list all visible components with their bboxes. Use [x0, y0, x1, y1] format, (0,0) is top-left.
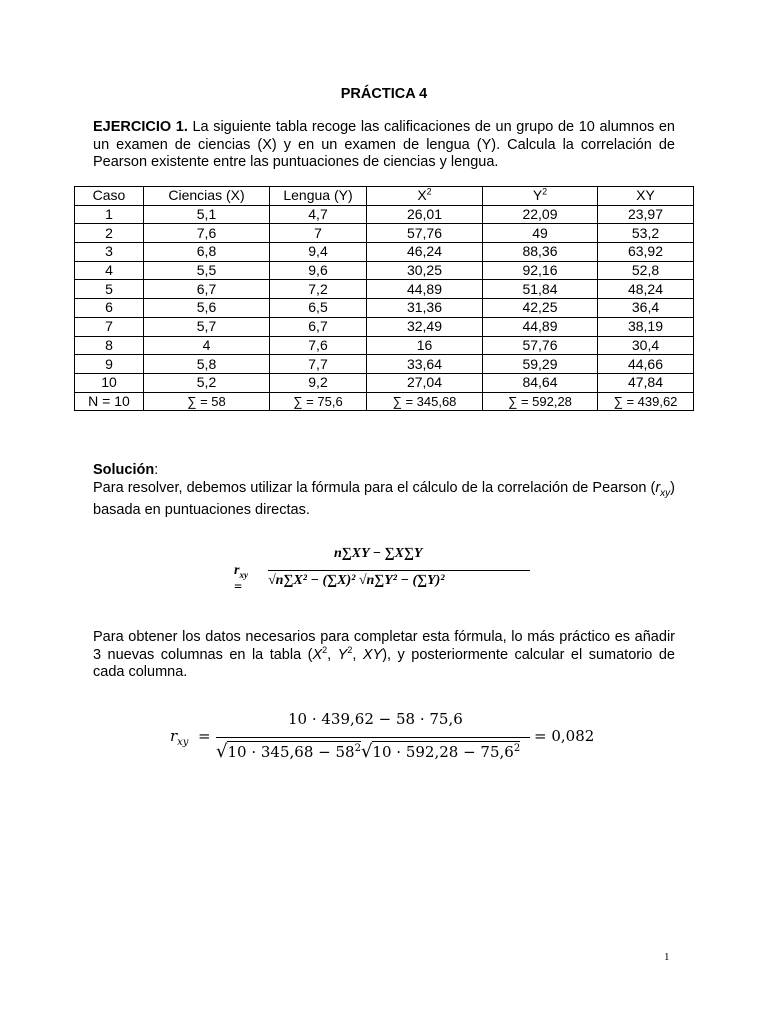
table-cell: 7,2 [270, 280, 367, 299]
col-header-ciencias: Ciencias (X) [144, 187, 270, 206]
table-cell: 5,2 [144, 373, 270, 392]
calc-numerator: 10 · 439,62 − 58 · 75,6 [288, 710, 463, 728]
table-cell: 38,19 [598, 317, 694, 336]
table-cell: 2 [75, 224, 144, 243]
page-title: PRÁCTICA 4 [340, 86, 428, 102]
table-row [75, 373, 694, 392]
table-cell: 30,25 [367, 261, 483, 280]
table-cell: 47,84 [598, 373, 694, 392]
table-cell: 9,2 [270, 373, 367, 392]
table-cell: 5,1 [144, 205, 270, 224]
table-cell: 88,36 [483, 243, 598, 262]
table-cell: 49 [483, 224, 598, 243]
total-cell: N = 10 [75, 392, 144, 411]
table-cell: 32,49 [367, 317, 483, 336]
table-cell: 44,89 [367, 280, 483, 299]
table-cell: 16 [367, 336, 483, 355]
table-cell: 31,36 [367, 299, 483, 318]
formula-denominator: √n∑X² − (∑X)² √n∑Y² − (∑Y)² [268, 573, 445, 588]
table-cell: 46,24 [367, 243, 483, 262]
table-cell: 10 [75, 373, 144, 392]
table-cell: 44,89 [483, 317, 598, 336]
table-cell: 7,6 [144, 224, 270, 243]
table-cell: 5,6 [144, 299, 270, 318]
total-cell: ∑ = 439,62 [598, 392, 694, 411]
table-cell: 7,7 [270, 355, 367, 374]
grades-table [74, 186, 694, 411]
table-row [75, 317, 694, 336]
total-cell: ∑ = 345,68 [367, 392, 483, 411]
table-cell: 36,4 [598, 299, 694, 318]
table-cell: 9,4 [270, 243, 367, 262]
table-cell: 5,8 [144, 355, 270, 374]
table-row [75, 261, 694, 280]
table-row [75, 336, 694, 355]
calc-lhs: $r_{xy}$ [170, 727, 189, 748]
col-header-x2: $X^2$ [367, 187, 483, 206]
table-totals-row [75, 392, 694, 411]
table-cell: 22,09 [483, 205, 598, 224]
table-cell: 6,7 [270, 317, 367, 336]
formula-lhs: $r_{xy}$ = [234, 563, 248, 595]
table-cell: 7,6 [270, 336, 367, 355]
table-cell: 33,64 [367, 355, 483, 374]
calc-denominator: $√10 \cdot 345,68 - 58^2√10 \cdot 592,28 - 75,6^2$ [216, 741, 521, 762]
calc-result: = 0,082 [534, 727, 595, 745]
explanation-paragraph: Para obtener los datos necesarios para completar esta fórmula, lo más práctico es añadir 3 nuevas columnas en la tabla ($X^2$, $Y^2$, XY), y posteriormente calcular el sumatorio de cada columna. [93, 629, 675, 680]
table-cell: 57,76 [483, 336, 598, 355]
table-cell: 52,8 [598, 261, 694, 280]
table-cell: 63,92 [598, 243, 694, 262]
table-cell: 59,29 [483, 355, 598, 374]
table-cell: 4 [75, 261, 144, 280]
table-cell: 6,8 [144, 243, 270, 262]
col-header-caso: Caso [75, 187, 144, 206]
fraction-bar [216, 737, 530, 738]
table-cell: 92,16 [483, 261, 598, 280]
table-row [75, 355, 694, 374]
exercise-paragraph [93, 119, 675, 172]
exercise-text: La siguiente tabla recoge las calificaciones de un grupo de 10 alumnos en un examen de ciencias (X) y en un examen de lengua (Y). Calcula la correlación de Pearson existente entre las puntuaciones de ciencias y lengua. [93, 119, 675, 170]
table-cell: 6,7 [144, 280, 270, 299]
total-cell: ∑ = 75,6 [270, 392, 367, 411]
table-row [75, 243, 694, 262]
fraction-bar [268, 570, 530, 571]
table-row [75, 224, 694, 243]
table-row [75, 299, 694, 318]
table-cell: 23,97 [598, 205, 694, 224]
exercise-label: EJERCICIO 1. [93, 119, 188, 135]
table-cell: 44,66 [598, 355, 694, 374]
total-cell: ∑ = 592,28 [483, 392, 598, 411]
table-cell: 5,5 [144, 261, 270, 280]
table-cell: 9,6 [270, 261, 367, 280]
page-number: 1 [664, 951, 670, 963]
table-cell: 4 [144, 336, 270, 355]
table-cell: 5 [75, 280, 144, 299]
solution-paragraph: Solución: Para resolver, debemos utilizar la fórmula para el cálculo de la correlación de Pearson $(r_{xy})$ basada en puntuaciones directas. [93, 462, 675, 518]
table-cell: 26,01 [367, 205, 483, 224]
table-row [75, 205, 694, 224]
solution-label: Solución [93, 462, 155, 478]
table-cell: 57,76 [367, 224, 483, 243]
formula-numerator: n∑XY − ∑X∑Y [334, 546, 423, 561]
col-header-lengua: Lengua (Y) [270, 187, 367, 206]
table-cell: 1 [75, 205, 144, 224]
table-row [75, 280, 694, 299]
col-header-xy: XY [598, 187, 694, 206]
table-cell: 7 [270, 224, 367, 243]
table-cell: 48,24 [598, 280, 694, 299]
table-cell: 9 [75, 355, 144, 374]
table-cell: 51,84 [483, 280, 598, 299]
table-cell: 27,04 [367, 373, 483, 392]
table-cell: 84,64 [483, 373, 598, 392]
table-cell: 42,25 [483, 299, 598, 318]
table-cell: 8 [75, 336, 144, 355]
table-cell: 7 [75, 317, 144, 336]
table-cell: 6,5 [270, 299, 367, 318]
table-cell: 5,7 [144, 317, 270, 336]
table-cell: 30,4 [598, 336, 694, 355]
table-cell: 3 [75, 243, 144, 262]
col-header-y2: $Y^2$ [483, 187, 598, 206]
table-cell: 4,7 [270, 205, 367, 224]
total-cell: ∑ = 58 [144, 392, 270, 411]
table-cell: 53,2 [598, 224, 694, 243]
table-header-row [75, 187, 694, 206]
table-cell: 6 [75, 299, 144, 318]
